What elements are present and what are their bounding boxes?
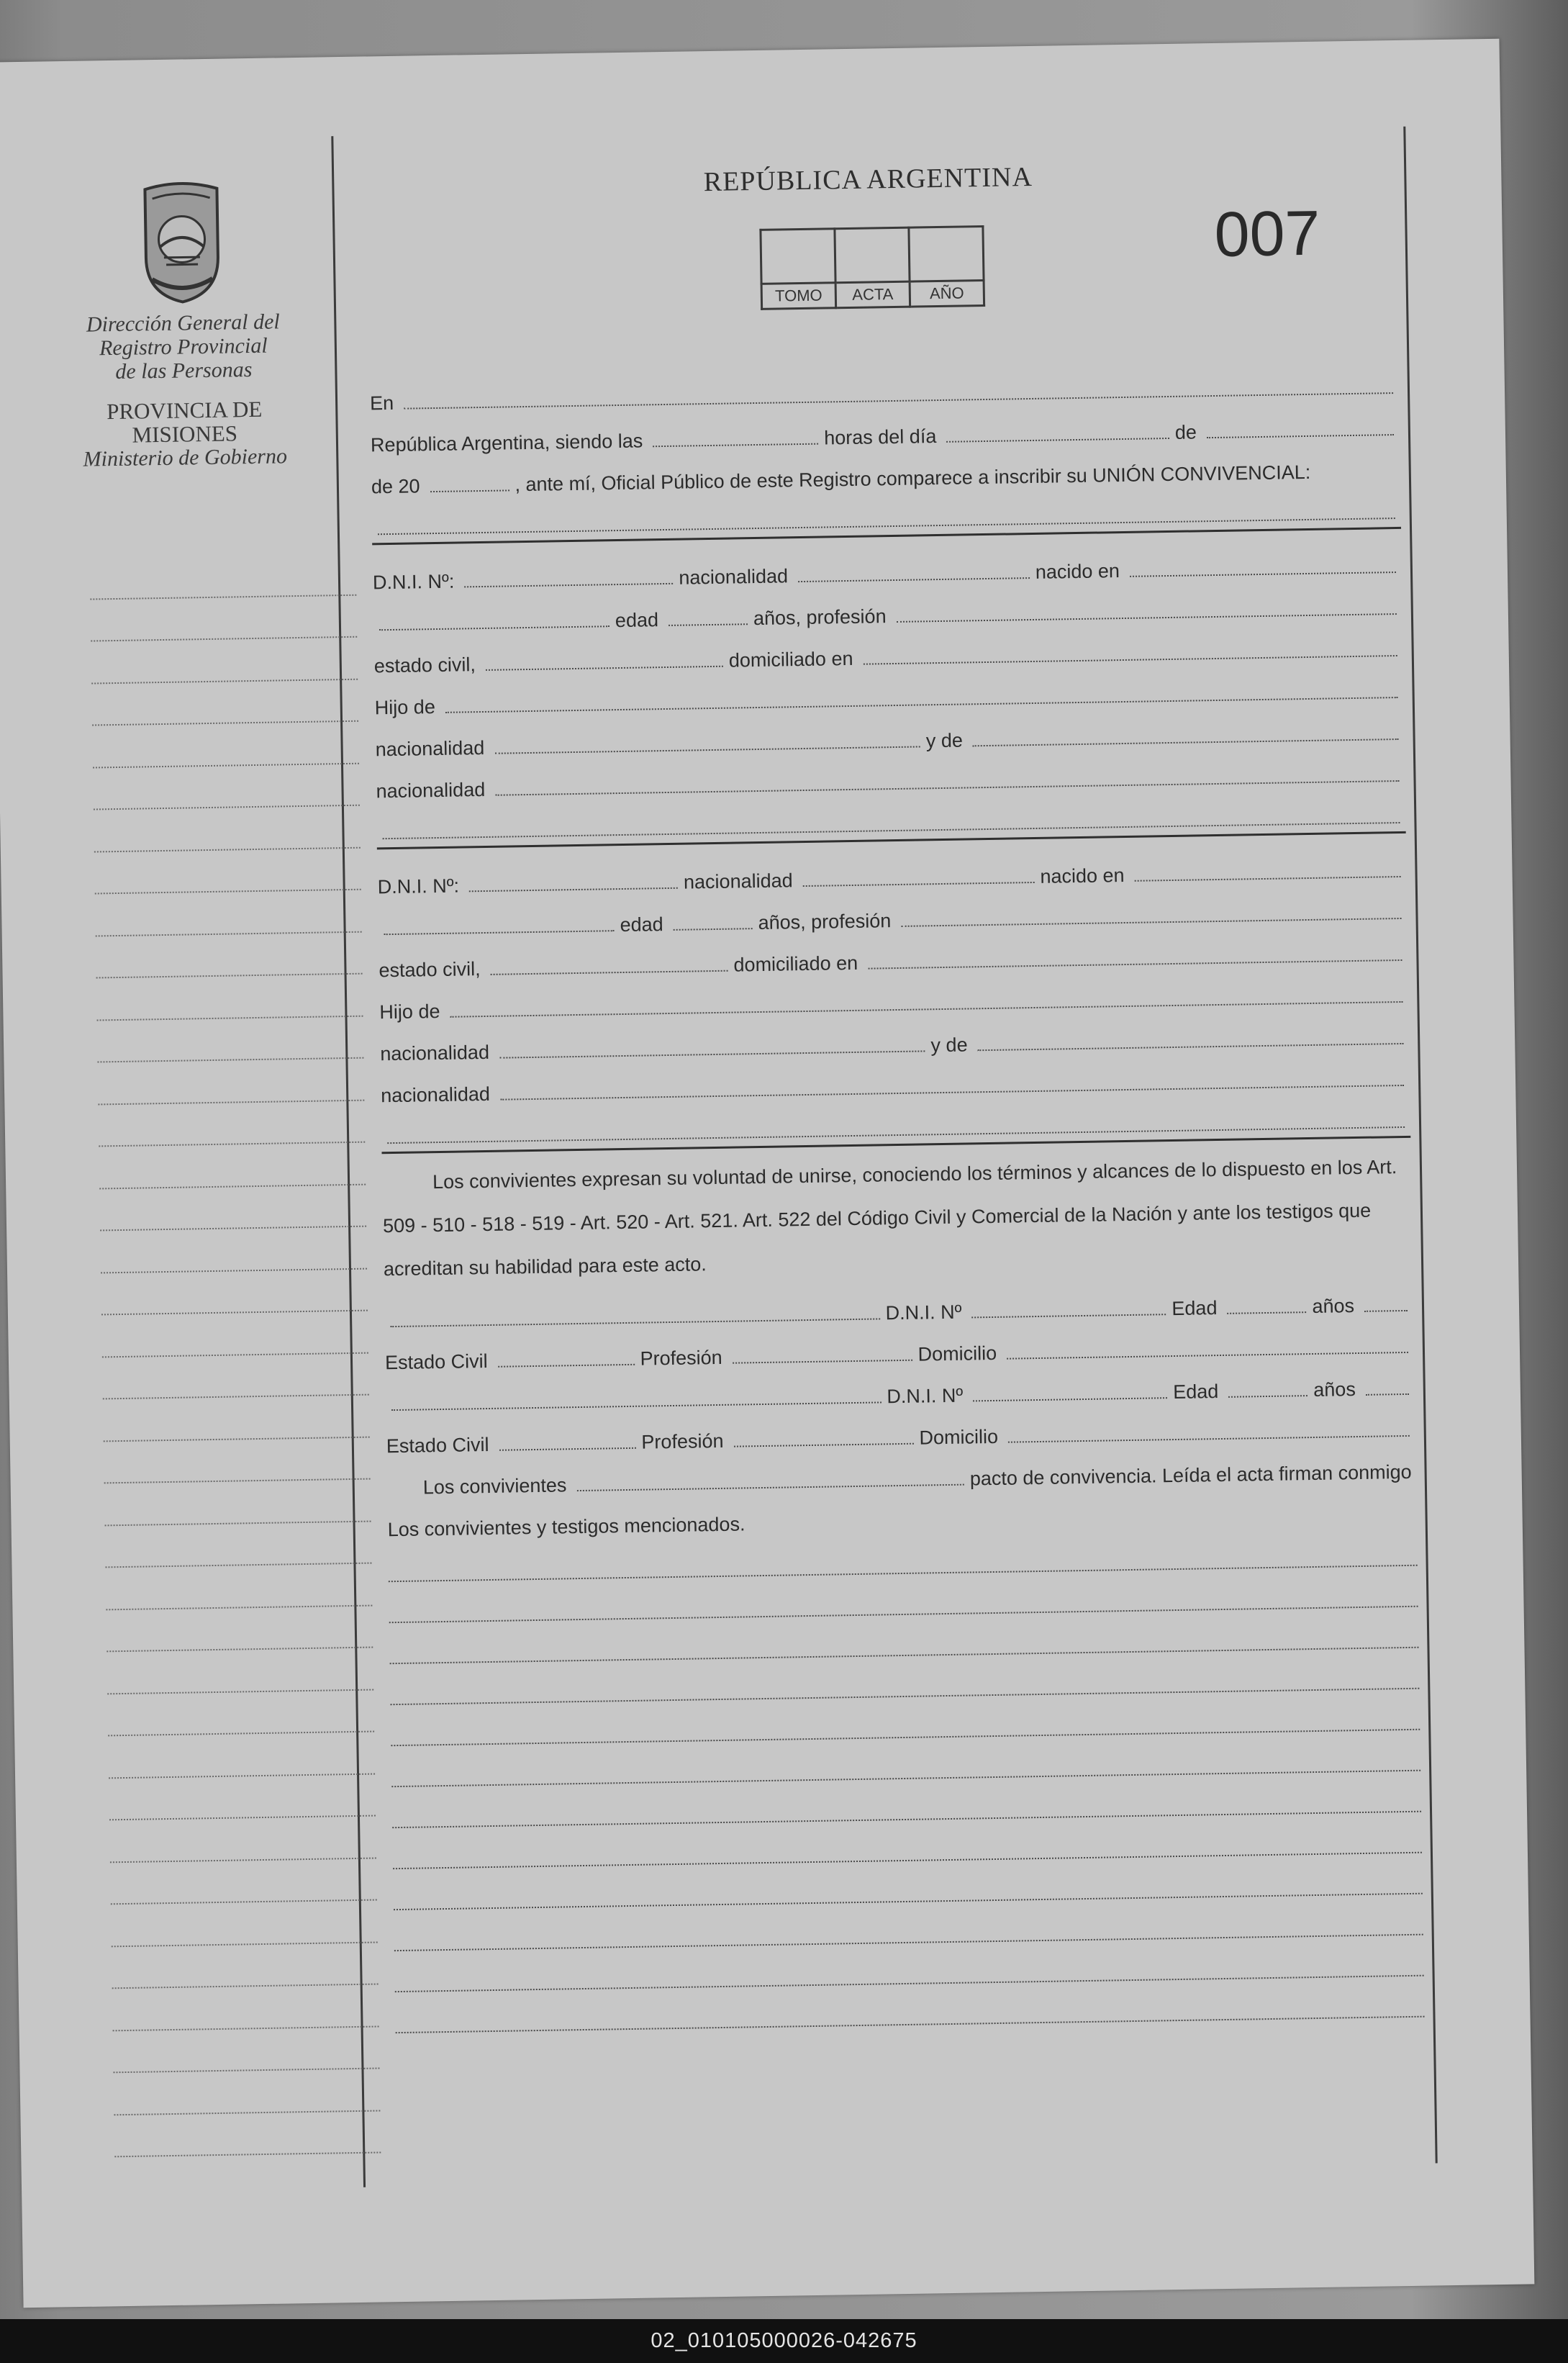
closing-pacto-field[interactable] — [577, 1484, 964, 1491]
w2-profesion-label: Profesión — [641, 1429, 724, 1453]
p2-nacionalidad-label: nacionalidad — [683, 869, 793, 893]
w2-anos-field[interactable] — [1366, 1393, 1409, 1396]
p1-edad-label: edad — [615, 609, 659, 632]
w2-domicilio-field[interactable] — [1008, 1435, 1410, 1443]
w1-edad-field[interactable] — [1228, 1311, 1307, 1314]
acta-box[interactable] — [835, 227, 910, 283]
ano-label: AÑO — [910, 280, 984, 307]
w1-edad-label: Edad — [1172, 1297, 1218, 1320]
p1-dni-label: D.N.I. Nº: — [372, 570, 455, 594]
acta-label: ACTA — [835, 281, 910, 308]
w1-profesion-label: Profesión — [640, 1346, 722, 1370]
w1-domicilio-label: Domicilio — [917, 1342, 997, 1365]
w2-edad-label: Edad — [1172, 1381, 1219, 1404]
p2-nac-madre-label: nacionalidad — [381, 1083, 491, 1107]
declaration-line-3: acreditan su habilidad para este acto. — [383, 1253, 707, 1280]
tomo-label: TOMO — [761, 283, 836, 310]
w1-anos-label: años — [1312, 1295, 1355, 1317]
w1-estado-civil-field[interactable] — [498, 1364, 635, 1368]
p2-nacionalidad-field[interactable] — [803, 882, 1035, 887]
w2-profesion-field[interactable] — [734, 1443, 914, 1447]
horas-label: horas del día — [823, 425, 937, 449]
month-field[interactable] — [1207, 434, 1394, 438]
p1-nacido-field[interactable] — [1130, 571, 1396, 577]
p2-edad-label: edad — [620, 913, 663, 936]
p1-dni-field[interactable] — [465, 583, 674, 588]
intro-extra-field[interactable] — [378, 518, 1395, 535]
p2-nac-padre-label: nacionalidad — [380, 1041, 490, 1065]
p1-edad-field[interactable] — [669, 623, 748, 626]
w1-anos-field[interactable] — [1364, 1310, 1408, 1312]
de-label: de — [1174, 421, 1197, 443]
closing-pacto-text: pacto de convivencia. Leída el acta firman conmigo — [969, 1460, 1412, 1490]
declaration-line-1: Los convivientes expresan su voluntad de unirse, conociendo los términos y alcances de lo dispuesto en los Art. — [432, 1156, 1397, 1193]
p2-dni-field[interactable] — [469, 887, 678, 893]
p1-y-de-label: y de — [925, 729, 964, 752]
w2-dni-field[interactable] — [973, 1397, 1167, 1401]
p2-nacido-label: nacido en — [1040, 864, 1125, 887]
p1-domicilio-label: domiciliado en — [728, 647, 853, 672]
de-20-label: de 20 — [371, 475, 420, 498]
p2-domicilio-label: domiciliado en — [733, 952, 858, 976]
tomo-box[interactable] — [761, 229, 835, 284]
form-sheet — [0, 39, 1534, 2308]
p1-estado-civil-field[interactable] — [486, 666, 723, 671]
tomo-acta-ano-boxes — [759, 225, 985, 310]
signature-lines — [388, 1525, 1425, 2033]
p1-estado-civil-label: estado civil, — [373, 654, 476, 677]
year-field[interactable] — [430, 489, 509, 492]
agency-line-3: de las Personas — [115, 357, 253, 384]
p2-birthdate-field[interactable] — [384, 930, 615, 935]
provincial-crest-icon — [130, 177, 233, 304]
p1-profesion-label: años, profesión — [753, 605, 887, 630]
country-title: REPÚBLICA ARGENTINA — [703, 161, 1033, 198]
p1-nacido-label: nacido en — [1035, 560, 1120, 583]
en-label: En — [369, 392, 394, 415]
p2-estado-civil-field[interactable] — [491, 970, 728, 975]
p1-nacionalidad-field[interactable] — [798, 577, 1030, 582]
w2-domicilio-label: Domicilio — [919, 1425, 999, 1449]
p2-extra-field[interactable] — [387, 1126, 1405, 1144]
hour-field[interactable] — [653, 443, 818, 448]
image-code: 02_010105000026-042675 — [651, 2329, 917, 2352]
agency-line-1: Dirección General del — [86, 310, 280, 337]
margin-notes-lines — [89, 554, 381, 2158]
p2-hijo-label: Hijo de — [379, 1000, 440, 1024]
p2-profesion-label: años, profesión — [758, 910, 892, 934]
p1-hijo-label: Hijo de — [374, 696, 436, 719]
republica-label: República Argentina, siendo las — [370, 430, 643, 456]
act-form — [369, 357, 1424, 2033]
p2-nacido-field[interactable] — [1135, 876, 1401, 882]
w1-dni-field[interactable] — [972, 1314, 1166, 1318]
closing-convivientes-label: Los convivientes — [422, 1474, 567, 1499]
province-line-1: PROVINCIA DE — [106, 396, 263, 425]
agency-line-2: Registro Provincial — [99, 333, 268, 361]
w2-dni-label: D.N.I. Nº — [887, 1384, 964, 1408]
w2-edad-field[interactable] — [1228, 1395, 1308, 1398]
document-page — [0, 39, 1534, 2308]
w2-estado-civil-field[interactable] — [499, 1447, 636, 1451]
p2-edad-field[interactable] — [674, 928, 753, 931]
ante-mi-text: , ante mí, Oficial Público de este Registro comparece a inscribir su UNIÓN CONVIVENCIAL: — [515, 461, 1311, 496]
w1-dni-label: D.N.I. Nº — [885, 1301, 962, 1324]
closing-testigos-text: Los convivientes y testigos mencionados. — [387, 1513, 746, 1541]
ministry-label: Ministerio de Gobierno — [83, 444, 288, 471]
p2-y-de-label: y de — [930, 1034, 968, 1057]
p1-nac-madre-label: nacionalidad — [376, 778, 486, 803]
p2-dni-label: D.N.I. Nº: — [377, 875, 460, 898]
ano-box[interactable] — [909, 227, 984, 282]
w1-estado-civil-label: Estado Civil — [384, 1350, 488, 1374]
declaration-line-2: 509 - 510 - 518 - 519 - Art. 520 - Art. 521. Art. 522 del Código Civil y Comercial de la Nación y ante los testigos que — [382, 1199, 1372, 1237]
p1-nac-padre-label: nacionalidad — [375, 736, 485, 761]
p1-birthdate-field[interactable] — [379, 625, 609, 631]
p2-estado-civil-label: estado civil, — [379, 958, 481, 982]
p1-nacionalidad-label: nacionalidad — [679, 565, 789, 589]
sidebar — [62, 176, 304, 471]
p1-extra-field[interactable] — [383, 822, 1400, 839]
province-line-2: MISIONES — [132, 420, 238, 448]
act-number: 007 — [1213, 196, 1321, 270]
w1-domicilio-field[interactable] — [1007, 1352, 1408, 1360]
day-field[interactable] — [946, 438, 1169, 443]
w2-anos-label: años — [1313, 1378, 1356, 1401]
w2-estado-civil-label: Estado Civil — [386, 1433, 489, 1458]
w1-profesion-field[interactable] — [733, 1360, 912, 1364]
